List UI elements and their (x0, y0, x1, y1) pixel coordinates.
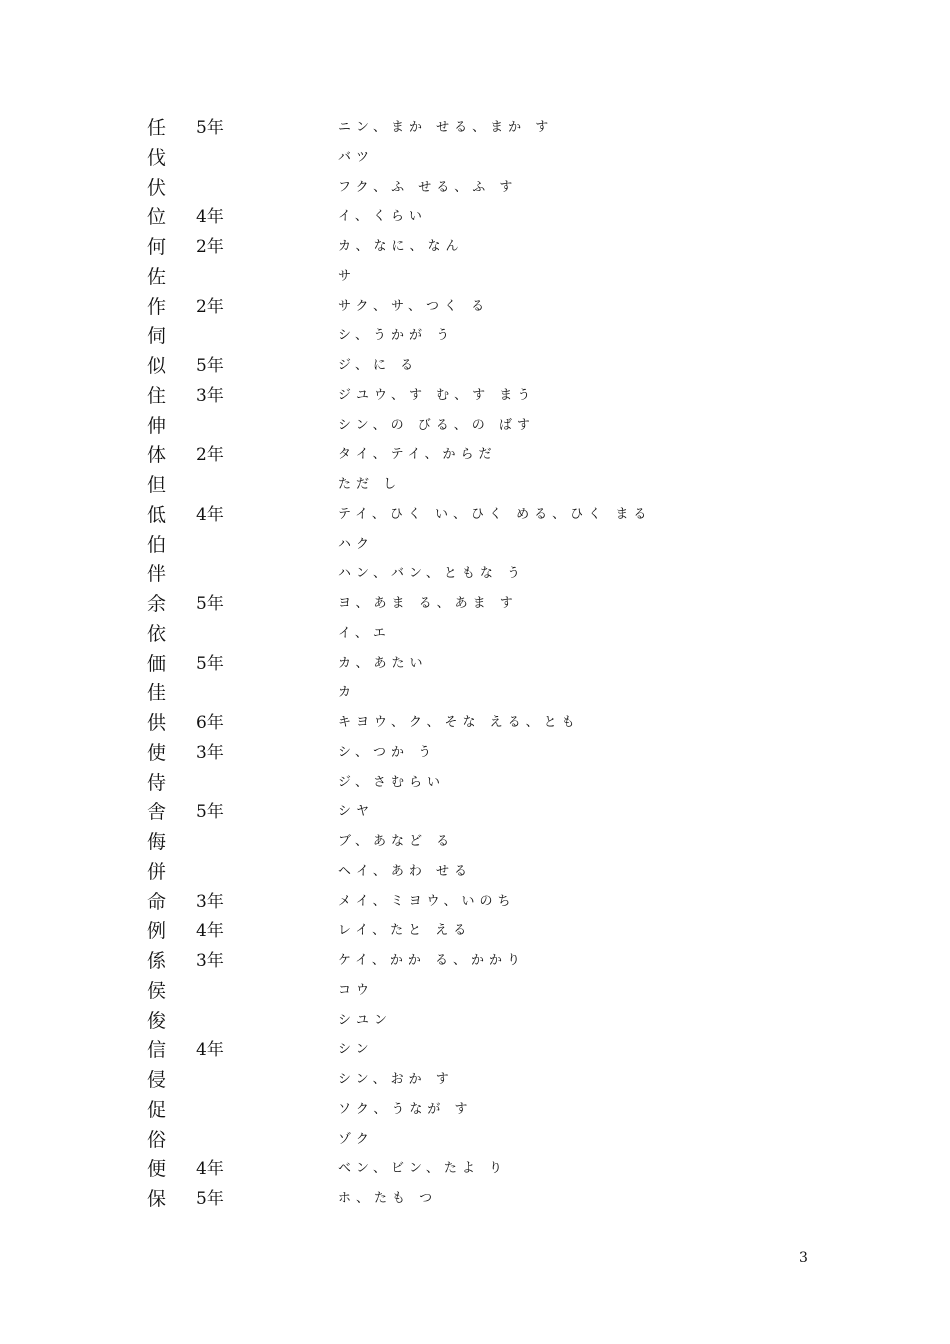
kanji-entry (0, 977, 950, 1007)
kanji-reading: ベン、ビン、たよ り (338, 1161, 508, 1177)
kanji-character: 例 (147, 920, 167, 943)
kanji-entry (0, 1066, 950, 1096)
grade-level: 2年 (196, 296, 224, 317)
kanji-entry (0, 322, 950, 352)
kanji-character: 作 (147, 295, 167, 318)
grade-level: 5年 (196, 802, 224, 823)
kanji-entry (0, 203, 950, 233)
kanji-entry (0, 590, 950, 620)
kanji-entry (0, 531, 950, 561)
kanji-reading: バツ (338, 149, 375, 165)
kanji-character: 信 (147, 1039, 167, 1062)
kanji-entry (0, 1155, 950, 1185)
kanji-character: 使 (147, 741, 167, 764)
kanji-entry (0, 382, 950, 412)
kanji-reading: ブ、あなど る (338, 834, 455, 849)
grade-level: 5年 (196, 356, 224, 376)
kanji-reading: ただ し (338, 477, 402, 492)
kanji-reading: ケイ、かか る、かかり (338, 953, 526, 968)
kanji-character: 供 (147, 712, 167, 734)
kanji-reading: ジ、に る (338, 358, 419, 373)
kanji-reading: ゾク (338, 1131, 374, 1147)
kanji-entry (0, 679, 950, 709)
kanji-reading: カ (338, 685, 357, 701)
kanji-entry (0, 174, 950, 204)
kanji-entry (0, 828, 950, 858)
kanji-entry (0, 1096, 950, 1126)
kanji-entry (0, 709, 950, 739)
page-number: 3 (799, 1250, 808, 1266)
kanji-entry (0, 412, 950, 442)
kanji-entry (0, 471, 950, 501)
kanji-entry (0, 858, 950, 888)
kanji-character: 住 (147, 384, 167, 407)
kanji-character: 保 (147, 1188, 167, 1210)
kanji-reading: レイ、たと える (338, 923, 472, 939)
kanji-entry (0, 620, 950, 650)
kanji-character: 似 (147, 355, 167, 377)
kanji-reading: ニン、まか せる、まか す (338, 120, 554, 135)
kanji-list (0, 114, 950, 1215)
kanji-reading: シン (338, 1042, 374, 1058)
kanji-entry (0, 1126, 950, 1156)
kanji-entry (0, 233, 950, 263)
grade-level: 3年 (196, 951, 224, 971)
kanji-entry (0, 769, 950, 799)
kanji-reading: テイ、ひく い、ひく める、ひく まる (338, 506, 652, 522)
kanji-character: 侯 (147, 979, 167, 1002)
kanji-entry (0, 947, 950, 977)
kanji-reading: ソク、うなが す (338, 1101, 473, 1117)
grade-level: 5年 (196, 594, 224, 614)
grade-level: 4年 (196, 921, 224, 942)
kanji-character: 低 (147, 503, 167, 526)
kanji-entry (0, 144, 950, 174)
kanji-reading: フク、ふ せる、ふ す (338, 179, 518, 195)
kanji-character: 促 (147, 1098, 167, 1121)
kanji-reading: カ、あたい (338, 655, 428, 671)
kanji-reading: シン、の びる、の ばす (338, 417, 535, 433)
kanji-reading: ジ、さむらい (338, 774, 445, 790)
kanji-reading: イ、くらい (338, 209, 427, 225)
kanji-reading: キヨウ、ク、そな える、とも (338, 715, 580, 730)
kanji-character: 俊 (147, 1009, 167, 1032)
kanji-entry (0, 1185, 950, 1215)
grade-level: 5年 (196, 653, 224, 674)
kanji-character: 位 (147, 206, 167, 229)
kanji-reading: ヨ、あま る、あま す (338, 596, 518, 611)
kanji-entry (0, 441, 950, 471)
kanji-entry (0, 293, 950, 323)
kanji-entry (0, 1007, 950, 1037)
grade-level: 3年 (196, 742, 224, 763)
kanji-character: 但 (147, 474, 167, 496)
kanji-character: 佐 (147, 265, 167, 288)
grade-level: 3年 (196, 385, 224, 406)
kanji-entry (0, 650, 950, 680)
kanji-reading: シヤ (338, 804, 375, 820)
kanji-character: 伺 (147, 325, 167, 348)
kanji-entry (0, 739, 950, 769)
grade-level: 5年 (196, 1189, 224, 1209)
grade-level: 3年 (196, 891, 224, 912)
kanji-character: 侵 (147, 1069, 167, 1091)
grade-level: 2年 (196, 237, 224, 257)
kanji-reading: イ、エ (338, 625, 391, 641)
kanji-character: 侍 (147, 771, 167, 794)
kanji-reading: シ、うかが う (338, 328, 455, 344)
kanji-character: 佳 (147, 682, 167, 705)
kanji-reading: タイ、テイ、からだ (338, 447, 497, 463)
kanji-character: 侮 (147, 831, 167, 853)
kanji-character: 依 (147, 622, 167, 645)
grade-level: 4年 (196, 207, 224, 228)
kanji-reading: ホ、たも つ (338, 1191, 438, 1206)
kanji-character: 余 (147, 593, 167, 615)
kanji-character: 伸 (147, 414, 167, 437)
kanji-entry (0, 1036, 950, 1066)
grade-level: 4年 (196, 1040, 224, 1061)
grade-level: 4年 (196, 1159, 224, 1180)
kanji-reading: シン、おか す (338, 1072, 454, 1087)
kanji-character: 価 (147, 652, 167, 675)
kanji-entry (0, 501, 950, 531)
grade-level: 2年 (196, 445, 224, 466)
kanji-character: 命 (147, 890, 167, 913)
kanji-reading: シ、つか う (338, 744, 437, 760)
kanji-character: 伏 (147, 176, 167, 199)
kanji-reading: メイ、ミヨウ、いのち (338, 893, 516, 909)
kanji-entry (0, 352, 950, 382)
kanji-reading: カ、なに、なん (338, 239, 464, 254)
kanji-character: 任 (147, 117, 167, 139)
kanji-character: 何 (147, 236, 167, 258)
kanji-entry (0, 798, 950, 828)
kanji-entry (0, 263, 950, 293)
kanji-reading: コウ (338, 982, 375, 998)
kanji-reading: サ (338, 268, 357, 284)
kanji-character: 伯 (147, 533, 167, 556)
kanji-entry (0, 917, 950, 947)
kanji-entry (0, 888, 950, 918)
kanji-character: 舎 (147, 801, 167, 824)
grade-level: 4年 (196, 504, 224, 525)
kanji-reading: ハン、バン、ともな う (338, 566, 526, 582)
kanji-entry (0, 560, 950, 590)
kanji-reading: シユン (338, 1012, 393, 1028)
kanji-reading: ヘイ、あわ せる (338, 863, 472, 879)
kanji-character: 便 (147, 1158, 167, 1181)
grade-level: 5年 (196, 118, 224, 138)
kanji-entry (0, 114, 950, 144)
kanji-character: 係 (147, 950, 167, 972)
kanji-character: 伐 (147, 146, 167, 169)
kanji-character: 伴 (147, 563, 167, 586)
kanji-reading: サク、サ、つく る (338, 298, 490, 314)
grade-level: 6年 (196, 713, 224, 733)
kanji-reading: ハク (338, 536, 375, 552)
kanji-reading: ジユウ、す む、す まう (338, 387, 536, 403)
kanji-character: 併 (147, 860, 167, 883)
kanji-character: 俗 (147, 1128, 167, 1151)
kanji-character: 体 (147, 444, 167, 467)
